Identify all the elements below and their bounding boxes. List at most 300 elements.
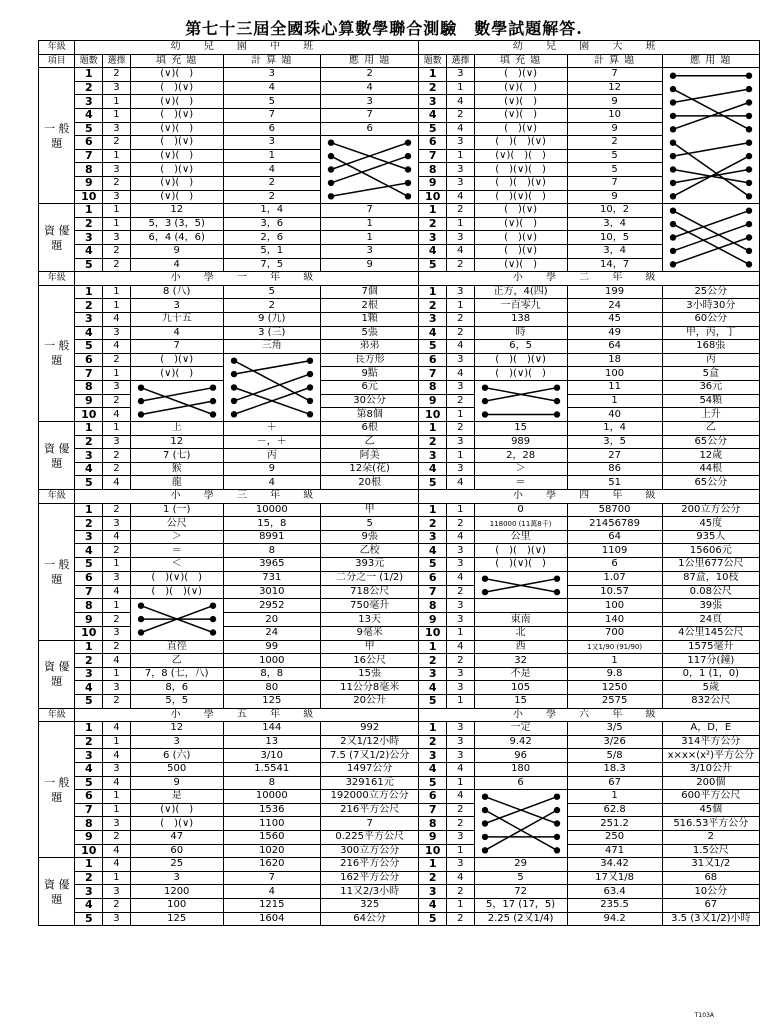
- question-number: 7: [75, 803, 103, 817]
- fill-answer: ( )(∨): [474, 244, 567, 258]
- fill-answer: 公尺: [130, 517, 223, 531]
- match-dot: [669, 166, 675, 172]
- table-row: [39, 722, 760, 736]
- fill-answer: 一定: [474, 722, 567, 736]
- app-answer: 乙: [320, 435, 418, 449]
- choice-answer: 1: [447, 503, 475, 517]
- question-number: 3: [419, 231, 447, 245]
- app-answer: 12歲: [662, 449, 759, 463]
- choice-answer: 2: [103, 544, 131, 558]
- calc-answer: 10.57: [567, 585, 662, 599]
- column-header-num: 題數: [75, 54, 103, 68]
- table-row: [39, 667, 760, 681]
- table-row: [39, 654, 760, 668]
- match-dot: [669, 153, 675, 159]
- matching-diagram: [475, 790, 567, 857]
- app-answer: 329161元: [320, 776, 418, 790]
- choice-answer: 2: [103, 830, 131, 844]
- calc-answer: 8: [223, 544, 320, 558]
- choice-answer: 2: [447, 422, 475, 436]
- choice-answer: 4: [447, 340, 475, 354]
- app-answer: 2: [662, 830, 759, 844]
- calc-answer: 1.07: [567, 571, 662, 585]
- fill-answer: ＞: [474, 462, 567, 476]
- choice-answer: 2: [447, 585, 475, 599]
- fill-answer: ＝: [130, 544, 223, 558]
- calc-answer: 235.5: [567, 898, 662, 912]
- choice-answer: 3: [447, 544, 475, 558]
- answer-sheet: [38, 40, 760, 926]
- fill-answer: 龍: [130, 476, 223, 490]
- app-answer: 1: [320, 231, 418, 245]
- choice-answer: 4: [447, 122, 475, 136]
- calc-answer: 1: [567, 394, 662, 408]
- choice-answer: 3: [103, 517, 131, 531]
- app-answer: 3/10公升: [662, 762, 759, 776]
- fill-answer: (∨)( ): [130, 176, 223, 190]
- fill-answer: 5，17 (17，5): [474, 898, 567, 912]
- question-number: 5: [419, 558, 447, 572]
- question-number: 2: [75, 217, 103, 231]
- fill-answer: 29: [474, 858, 567, 872]
- calc-answer: 1: [567, 790, 662, 804]
- level-name-right: 小 學 六 年 級: [419, 708, 760, 722]
- app-answer: 20公升: [320, 694, 418, 708]
- app-answer: 1: [320, 217, 418, 231]
- question-number: 1: [75, 422, 103, 436]
- choice-answer: 3: [103, 912, 131, 926]
- match-dot: [138, 411, 144, 417]
- app-answer: 1公里677公尺: [662, 558, 759, 572]
- fill-answer: (∨)( ): [130, 190, 223, 204]
- calc-answer: 140: [567, 613, 662, 627]
- question-number: 1: [419, 858, 447, 872]
- choice-answer: 1: [447, 217, 475, 231]
- fill-answer: 6，4 (4，6): [130, 231, 223, 245]
- fill-answer: ( )(∨): [130, 81, 223, 95]
- match-dot: [669, 261, 675, 267]
- match-dot: [481, 794, 487, 800]
- choice-answer: 3: [447, 353, 475, 367]
- fill-answer: 60: [130, 844, 223, 858]
- app-answer: 200個: [662, 776, 759, 790]
- match-dot: [481, 807, 487, 813]
- table-row: [39, 367, 760, 381]
- app-answer: 45個: [662, 803, 759, 817]
- match-dot: [405, 166, 411, 172]
- choice-answer: 2: [103, 68, 131, 82]
- question-number: 1: [419, 722, 447, 736]
- section-label-gifted: 資 優 題: [39, 640, 75, 708]
- app-answer: 7: [320, 204, 418, 218]
- level-name-right: 小 學 二 年 級: [419, 272, 760, 286]
- match-dot: [328, 140, 334, 146]
- question-number: 4: [75, 681, 103, 695]
- match-dot: [306, 357, 312, 363]
- question-number: 8: [75, 163, 103, 177]
- app-answer: 1575毫升: [662, 640, 759, 654]
- app-answer: 192000立方公分: [320, 790, 418, 804]
- question-number: 4: [419, 898, 447, 912]
- calc-answer: 24: [567, 299, 662, 313]
- table-row: [39, 640, 760, 654]
- app-answer: 甲: [320, 503, 418, 517]
- app-answer: 30公分: [320, 394, 418, 408]
- fill-answer: 7，8 (七，八): [130, 667, 223, 681]
- table-row: [39, 449, 760, 463]
- question-number: 5: [75, 122, 103, 136]
- table-row: [39, 353, 760, 367]
- question-number: 5: [419, 912, 447, 926]
- match-dot: [745, 193, 751, 199]
- table-row: [39, 830, 760, 844]
- app-answer: 11又2/3小時: [320, 885, 418, 899]
- item-label: 項目: [39, 54, 75, 68]
- question-number: 2: [419, 517, 447, 531]
- fill-answer: ( )(∨): [474, 68, 567, 82]
- calc-answer: 1000: [223, 654, 320, 668]
- question-number: 8: [419, 599, 447, 613]
- choice-answer: 3: [103, 81, 131, 95]
- calc-answer: 3，4: [567, 217, 662, 231]
- question-number: 7: [419, 367, 447, 381]
- question-number: 1: [75, 722, 103, 736]
- table-row: [39, 217, 760, 231]
- match-dot: [669, 139, 675, 145]
- match-dot: [745, 208, 751, 214]
- fill-answer: 1 (一): [130, 503, 223, 517]
- choice-answer: 1: [447, 776, 475, 790]
- app-answer: 162平方公分: [320, 871, 418, 885]
- calc-answer: 2575: [567, 694, 662, 708]
- table-row: [39, 476, 760, 490]
- choice-answer: 4: [447, 530, 475, 544]
- question-number: 2: [419, 81, 447, 95]
- match-dot: [745, 112, 751, 118]
- app-answer: 9張: [320, 530, 418, 544]
- question-number: 1: [419, 422, 447, 436]
- question-number: 1: [75, 640, 103, 654]
- calc-answer: 45: [567, 312, 662, 326]
- app-answer: 3.5 (3又1/2)小時: [662, 912, 759, 926]
- calc-answer: 12: [567, 81, 662, 95]
- calc-answer: 9: [567, 122, 662, 136]
- level-name-left: 小 學 一 年 級: [75, 272, 419, 286]
- choice-answer: 3: [103, 762, 131, 776]
- fill-answer: ( )( )(∨): [130, 585, 223, 599]
- question-number: 3: [75, 95, 103, 109]
- app-answer: 5歲: [662, 681, 759, 695]
- match-dot: [669, 208, 675, 214]
- match-dot: [210, 398, 216, 404]
- match-dot: [745, 166, 751, 172]
- app-answer: 第8個: [320, 408, 418, 422]
- calc-answer: 1560: [223, 830, 320, 844]
- table-row: [39, 681, 760, 695]
- choice-answer: 4: [447, 640, 475, 654]
- choice-answer: 4: [447, 762, 475, 776]
- choice-answer: 3: [447, 558, 475, 572]
- app-answer: 600平方公尺: [662, 790, 759, 804]
- calc-answer: 9: [223, 462, 320, 476]
- match-dot: [306, 384, 312, 390]
- section-label-general: 一 般 題: [39, 68, 75, 204]
- calc-answer: 1又1/90 (91/90): [567, 640, 662, 654]
- table-row: [39, 599, 760, 613]
- table-row: [39, 422, 760, 436]
- calc-answer: 80: [223, 681, 320, 695]
- choice-answer: 2: [103, 244, 131, 258]
- app-answer: 1497公分: [320, 762, 418, 776]
- app-answer: 丙: [662, 353, 759, 367]
- question-number: 2: [75, 299, 103, 313]
- choice-answer: 3: [103, 571, 131, 585]
- choice-answer: 1: [447, 299, 475, 313]
- fill-answer: ( )( )(∨): [474, 544, 567, 558]
- calc-answer: 58700: [567, 503, 662, 517]
- calc-answer: 63.4: [567, 885, 662, 899]
- question-number: 8: [75, 817, 103, 831]
- match-dot: [210, 603, 216, 609]
- choice-answer: 1: [103, 803, 131, 817]
- calc-answer: 1: [223, 149, 320, 163]
- question-number: 4: [75, 244, 103, 258]
- question-number: 6: [75, 790, 103, 804]
- matching-lines-g3_fill: [130, 599, 223, 640]
- choice-answer: 3: [103, 326, 131, 340]
- app-answer: 阿美: [320, 449, 418, 463]
- app-answer: 20根: [320, 476, 418, 490]
- table-row: [39, 544, 760, 558]
- choice-answer: 3: [447, 722, 475, 736]
- question-number: 8: [419, 817, 447, 831]
- fill-answer: 47: [130, 830, 223, 844]
- app-answer: 弟弟: [320, 340, 418, 354]
- match-dot: [481, 575, 487, 581]
- choice-answer: 3: [103, 626, 131, 640]
- calc-answer: 3965: [223, 558, 320, 572]
- calc-answer: 8: [223, 776, 320, 790]
- calc-answer: 27: [567, 449, 662, 463]
- question-number: 3: [419, 449, 447, 463]
- app-answer: 216平方公分: [320, 858, 418, 872]
- app-answer: 516.53平方公分: [662, 817, 759, 831]
- table-row: [39, 462, 760, 476]
- match-dot: [328, 166, 334, 172]
- choice-answer: 2: [447, 394, 475, 408]
- question-number: 9: [419, 394, 447, 408]
- calc-answer: 3，5: [567, 435, 662, 449]
- choice-answer: 3: [447, 462, 475, 476]
- question-number: 4: [419, 462, 447, 476]
- fill-answer: ＝: [474, 476, 567, 490]
- app-answer: 4: [320, 81, 418, 95]
- choice-answer: 3: [447, 858, 475, 872]
- choice-answer: 1: [103, 204, 131, 218]
- match-dot: [553, 384, 559, 390]
- choice-answer: 3: [447, 163, 475, 177]
- question-number: 10: [419, 408, 447, 422]
- question-number: 5: [419, 476, 447, 490]
- column-header-choice: 選擇: [447, 54, 475, 68]
- match-dot: [745, 221, 751, 227]
- choice-answer: 4: [447, 571, 475, 585]
- calc-answer: 700: [567, 626, 662, 640]
- fill-answer: 直徑: [130, 640, 223, 654]
- app-answer: 乙: [662, 422, 759, 436]
- table-row: [39, 517, 760, 531]
- choice-answer: 2: [447, 258, 475, 272]
- matching-lines-g4_fill: [474, 571, 567, 599]
- app-answer: 3: [320, 244, 418, 258]
- match-dot: [669, 221, 675, 227]
- fill-answer: 12: [130, 435, 223, 449]
- fill-answer: (∨)( ): [474, 217, 567, 231]
- app-answer: 168張: [662, 340, 759, 354]
- match-dot: [481, 398, 487, 404]
- fill-answer: 9: [130, 244, 223, 258]
- column-header-fill: 填 充 題: [130, 54, 223, 68]
- fill-answer: 猴: [130, 462, 223, 476]
- column-header-app: 應 用 題: [320, 54, 418, 68]
- calc-answer: 6: [223, 122, 320, 136]
- choice-answer: 2: [103, 462, 131, 476]
- fill-answer: 東南: [474, 613, 567, 627]
- question-number: 4: [75, 108, 103, 122]
- app-answer: 393元: [320, 558, 418, 572]
- section-label-gifted: 資 優 題: [39, 422, 75, 490]
- choice-answer: 1: [103, 422, 131, 436]
- matching-lines-g1_calc: [223, 353, 320, 421]
- section-label-general: 一 般 題: [39, 285, 75, 421]
- app-answer: 長方形: [320, 353, 418, 367]
- app-answer: 0.08公尺: [662, 585, 759, 599]
- match-dot: [553, 589, 559, 595]
- question-number: 3: [75, 530, 103, 544]
- choice-answer: 3: [103, 380, 131, 394]
- table-row: [39, 435, 760, 449]
- question-number: 3: [419, 667, 447, 681]
- question-number: 6: [419, 136, 447, 150]
- table-row: [39, 503, 760, 517]
- table-row: [39, 749, 760, 763]
- question-number: 5: [75, 776, 103, 790]
- question-number: 1: [419, 204, 447, 218]
- match-dot: [669, 234, 675, 240]
- question-number: 10: [75, 190, 103, 204]
- calc-answer: 9.8: [567, 667, 662, 681]
- question-number: 2: [419, 299, 447, 313]
- calc-answer: 1，4: [567, 422, 662, 436]
- calc-answer: 49: [567, 326, 662, 340]
- fill-answer: ( )(∨): [474, 122, 567, 136]
- question-number: 4: [419, 244, 447, 258]
- match-dot: [669, 248, 675, 254]
- match-dot: [138, 630, 144, 636]
- app-answer: 4公里145公尺: [662, 626, 759, 640]
- choice-answer: 3: [447, 68, 475, 82]
- app-answer: 13天: [320, 613, 418, 627]
- app-answer: 1顆: [320, 312, 418, 326]
- calc-answer: 34.42: [567, 858, 662, 872]
- match-line: [234, 374, 310, 401]
- table-row: [39, 380, 760, 394]
- question-number: 1: [75, 68, 103, 82]
- question-number: 2: [75, 871, 103, 885]
- fill-answer: 32: [474, 654, 567, 668]
- choice-answer: 3: [447, 749, 475, 763]
- app-answer: 12朵(花): [320, 462, 418, 476]
- app-answer: 5盒: [662, 367, 759, 381]
- calc-answer: 10，2: [567, 204, 662, 218]
- choice-answer: 2: [447, 803, 475, 817]
- question-number: 4: [75, 462, 103, 476]
- fill-answer: ( )(∨): [130, 136, 223, 150]
- fill-answer: 2，28: [474, 449, 567, 463]
- calc-answer: 1109: [567, 544, 662, 558]
- choice-answer: 2: [447, 312, 475, 326]
- question-number: 10: [419, 190, 447, 204]
- question-number: 5: [75, 340, 103, 354]
- choice-answer: 4: [447, 871, 475, 885]
- calc-answer: 18.3: [567, 762, 662, 776]
- choice-answer: 1: [103, 217, 131, 231]
- table-row: [39, 694, 760, 708]
- fill-answer: ( )( )(∨): [474, 353, 567, 367]
- match-dot: [230, 398, 236, 404]
- column-header-choice: 選擇: [103, 54, 131, 68]
- table-row: [39, 585, 760, 599]
- question-number: 4: [75, 544, 103, 558]
- app-answer: 9點: [320, 367, 418, 381]
- fill-answer: [474, 599, 567, 613]
- app-answer: 25公分: [662, 285, 759, 299]
- app-answer: 325: [320, 898, 418, 912]
- fill-answer: 9.42: [474, 735, 567, 749]
- fill-answer: 8，6: [130, 681, 223, 695]
- table-row: [39, 844, 760, 858]
- choice-answer: 2: [103, 176, 131, 190]
- calc-answer: 21456789: [567, 517, 662, 531]
- level-name-left: 幼 兒 園 中 班: [75, 41, 419, 55]
- matching-diagram: [475, 572, 567, 599]
- question-number: 1: [75, 503, 103, 517]
- question-number: 3: [419, 312, 447, 326]
- choice-answer: 1: [447, 844, 475, 858]
- calc-answer: 3/10: [223, 749, 320, 763]
- level-name-left: 小 學 五 年 級: [75, 708, 419, 722]
- app-answer: 7: [320, 817, 418, 831]
- calc-answer: 64: [567, 530, 662, 544]
- fill-answer: 5，3 (3，5): [130, 217, 223, 231]
- choice-answer: 3: [447, 599, 475, 613]
- calc-answer: 1604: [223, 912, 320, 926]
- app-answer: 上升: [662, 408, 759, 422]
- choice-answer: 1: [447, 408, 475, 422]
- fill-answer: 1200: [130, 885, 223, 899]
- match-dot: [745, 179, 751, 185]
- question-number: 8: [75, 599, 103, 613]
- level-name-right: 小 學 四 年 級: [419, 490, 760, 504]
- calc-answer: 9 (九): [223, 312, 320, 326]
- question-number: 1: [419, 68, 447, 82]
- match-dot: [669, 179, 675, 185]
- fill-answer: 118000 (11萬8千): [474, 517, 567, 531]
- choice-answer: 4: [103, 585, 131, 599]
- app-answer: 6根: [320, 422, 418, 436]
- choice-answer: 1: [103, 871, 131, 885]
- fill-answer: 6: [474, 776, 567, 790]
